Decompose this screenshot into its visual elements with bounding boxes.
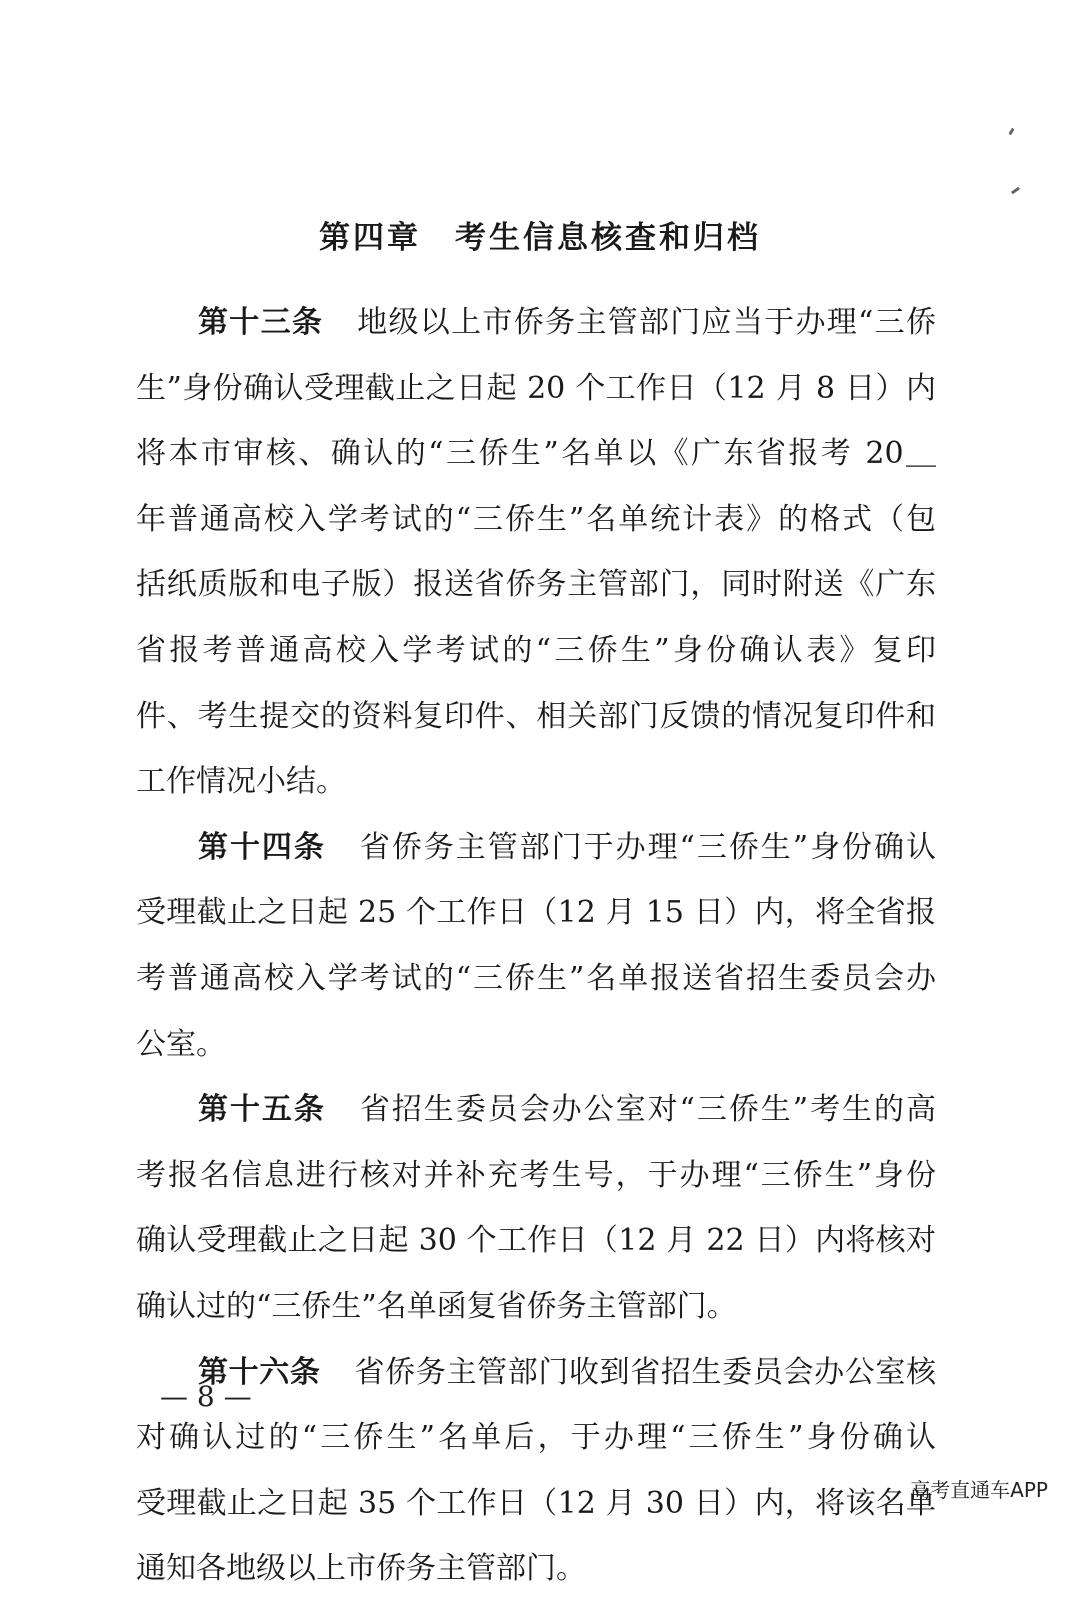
article-line: 确认过的“三侨生”名单函复省侨务主管部门。 [136, 1288, 737, 1324]
article-16 [136, 1340, 936, 1602]
article-label: 第十六条 [198, 1354, 321, 1390]
article-line: 年普通高校入学考试的“三侨生”名单统计表》的格式（包 [136, 501, 936, 537]
chapter-title: 第四章 考生信息核查和归档 [319, 220, 761, 256]
body-text [136, 290, 936, 1602]
article-line: 通知各地级以上市侨务主管部门。 [136, 1551, 586, 1587]
article-line: 公室。 [136, 1026, 226, 1062]
article-line: 将本市审核、确认的“三侨生”名单以《广东省报考 20＿ [136, 436, 936, 472]
article-label: 第十三条 [198, 305, 324, 340]
scan-speck [1011, 187, 1020, 195]
scan-speck [1008, 128, 1014, 136]
article-line: 考普通高校入学考试的“三侨生”名单报送省招生委员会办 [136, 960, 936, 996]
article-line: 考报名信息进行核对并补充考生号，于办理“三侨生”身份 [136, 1157, 936, 1193]
page-number: — 8 — [160, 1380, 252, 1413]
article-line: 受理截止之日起 35 个工作日（12 月 30 日）内，将该名单 [136, 1485, 936, 1521]
article-line: 括纸质版和电子版）报送省侨务主管部门，同时附送《广东 [136, 567, 936, 603]
article-line: 受理截止之日起 25 个工作日（12 月 15 日）内，将全省报 [136, 895, 936, 931]
article-line: 第十四条 省侨务主管部门于办理“三侨生”身份确认 [198, 829, 936, 865]
article-line: 对确认过的“三侨生”名单后，于办理“三侨生”身份确认 [136, 1420, 936, 1456]
article-line: 第十三条 地级以上市侨务主管部门应当于办理“三侨 [198, 305, 937, 340]
article-line: 工作情况小结。 [136, 764, 346, 800]
article-line: 省报考普通高校入学考试的“三侨生”身份确认表》复印 [136, 632, 936, 668]
article-line: 第十五条 省招生委员会办公室对“三侨生”考生的高 [198, 1092, 936, 1128]
article-15 [136, 1077, 936, 1339]
article-line: 生”身份确认受理截止之日起 20 个工作日（12 月 8 日）内 [136, 370, 936, 406]
article-13 [136, 290, 936, 815]
article-label: 第十五条 [198, 1092, 326, 1128]
article-line: 件、考生提交的资料复印件、相关部门反馈的情况复印件和 [136, 698, 936, 734]
article-line: 第十六条 省侨务主管部门收到省招生委员会办公室核 [198, 1354, 937, 1390]
article-14 [136, 815, 936, 1077]
article-line: 确认受理截止之日起 30 个工作日（12 月 22 日）内将核对 [136, 1223, 936, 1259]
watermark: 高考直通车APP [910, 1478, 1048, 1502]
article-label: 第十四条 [198, 829, 326, 865]
